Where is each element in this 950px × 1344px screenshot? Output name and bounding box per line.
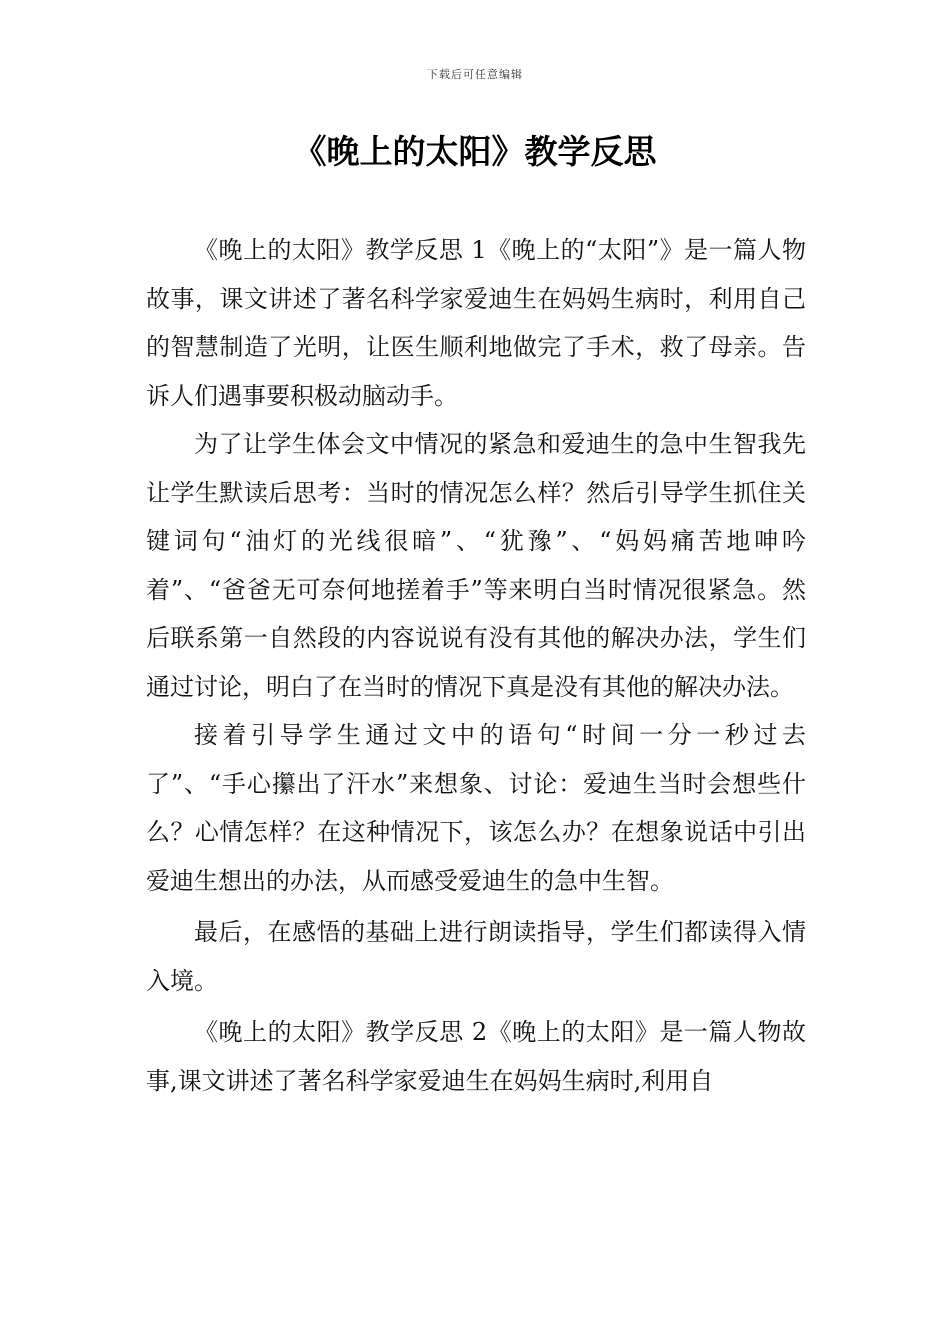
document-body <box>146 226 806 1105</box>
document-title: 《晚上的太阳》教学反思 <box>293 132 657 171</box>
paragraph-5: 《晚上的太阳》教学反思 2《晚上的太阳》是一篇人物故事,课文讲述了著名科学家爱迪生在妈妈生病时,利用自 <box>146 1018 806 1095</box>
header-note: 下载后可任意编辑 <box>427 68 523 81</box>
paragraph-3: 接着引导学生通过文中的语句“时间一分一秒过去了”、“手心攥出了汗水”来想象、讨论：爱迪生当时会想些什么？心情怎样？在这种情况下，该怎么办？在想象说话中引出爱迪生想出的办法，从而感受爱迪生的急中生智。 <box>146 721 806 895</box>
paragraph-2: 为了让学生体会文中情况的紧急和爱迪生的急中生智我先让学生默读后思考：当时的情况怎么样？然后引导学生抓住关键词句“油灯的光线很暗”、“犹豫”、“妈妈痛苦地呻吟着”、“爸爸无可奈何地搓着手”等来明白当时情况很紧急。然后联系第一自然段的内容说说有没有其他的解决办法，学生们通过讨论，明白了在当时的情况下真是没有其他的解决办法。 <box>146 430 806 701</box>
paragraph-1: 《晚上的太阳》教学反思 1《晚上的“太阳”》是一篇人物故事，课文讲述了著名科学家爱迪生在妈妈生病时，利用自己的智慧制造了光明，让医生顺利地做完了手术，救了母亲。告诉人们遇事要积极动脑动手。 <box>146 236 806 410</box>
paragraph-4: 最后，在感悟的基础上进行朗读指导，学生们都读得入情入境。 <box>146 918 806 995</box>
